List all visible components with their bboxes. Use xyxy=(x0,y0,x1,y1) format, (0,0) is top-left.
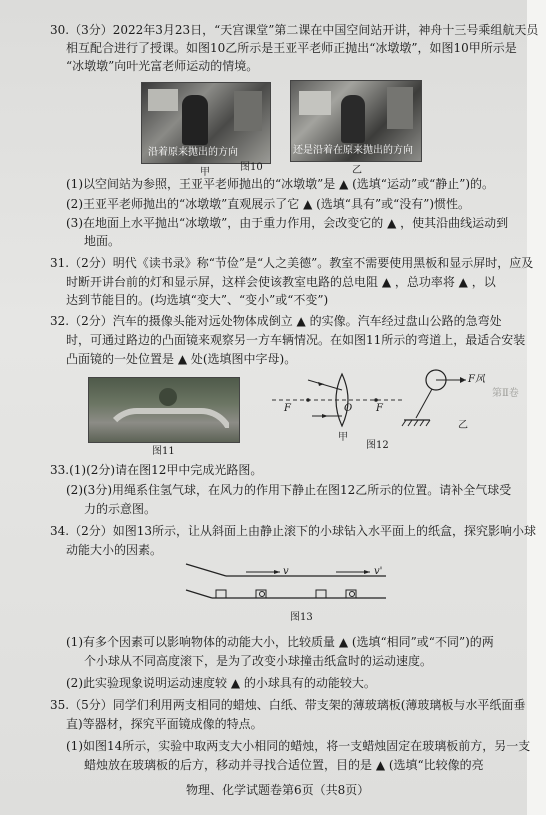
q33-line-3: 力的示意图。 xyxy=(84,502,157,516)
q31-line-1: 31.（2分）明代《读书录》称“节俭”是“人之美德”。教室不需要使用黑板和显示屏时，应及 xyxy=(50,256,534,270)
figure-10-photo-yi xyxy=(290,80,422,162)
q32-line-1: 32.（2分）汽车的摄像头能对远处物体成倒立 ▲ 的实像。汽车经过盘山公路的急弯处 xyxy=(50,314,502,328)
q30-part-2: (2)王亚平老师抛出的“冰墩墩”直观展示了它 ▲ (选填“具有”或“没有”)惯性。 xyxy=(66,197,471,211)
q35-part-1a: (1)如图14所示，实验中取两支大小相同的蜡烛，将一支蜡烛固定在玻璃板前方，另一支 xyxy=(66,739,531,753)
figure-13-label: 图13 xyxy=(290,612,313,623)
figure-11-label: 图11 xyxy=(152,446,175,457)
q30-line-1: 30.（3分）2022年3月23日，“天宫课堂”第二课在中国空间站开讲，神舟十三号乘组航天员 xyxy=(50,23,539,37)
figure-10-caption-jia: 甲 xyxy=(200,167,210,178)
q33-line-1: 33.(1)(2分)请在图12甲中完成光路图。 xyxy=(50,463,263,477)
q34-part-1a: (1)有多个因素可以影响物体的动能大小，比较质量 ▲ (选填“相同”或“不同”)的两 xyxy=(66,635,494,649)
page-footer: 物理、化学试题卷第6页（共8页） xyxy=(186,783,370,797)
q30-line-2: 相互配合进行了授课。如图10乙所示是王亚平老师正抛出“冰墩墩”，如图10甲所示是 xyxy=(66,41,517,55)
q35-line-2: 直)等器材，探究平面镜成像的特点。 xyxy=(66,717,263,731)
figure-10-label: 图10 xyxy=(240,162,263,173)
q32-line-3: 凸面镜的一处位置是 ▲ 处(选填图中字母)。 xyxy=(66,352,297,366)
velocity-label-v-prime: v' xyxy=(374,566,383,577)
figure-10-subtitle-right: 还是沿着在原来抛出的方向 xyxy=(293,145,413,156)
q34-line-1: 34.（2分）如图13所示，让从斜面上由静止滚下的小球钻入水平面上的纸盒，探究影响小球 xyxy=(50,524,536,538)
figure-11-photo xyxy=(88,377,240,443)
q34-part-1b: 个小球从不同高度滚下，是为了改变小球撞击纸盒时的运动速度。 xyxy=(84,654,433,668)
q35-part-1b: 蜡烛放在玻璃板的后方，移动并寻找合适位置，目的是 ▲ (选填“比较像的亮 xyxy=(84,758,484,772)
figure-12-caption-jia: 甲 xyxy=(338,432,348,443)
optical-center-label: O xyxy=(344,403,353,414)
q33-line-2: (2)(3分)用绳系住氢气球，在风力的作用下静止在图12乙所示的位置。请补全气球受 xyxy=(66,483,512,497)
focal-point-right-label: F xyxy=(376,403,383,414)
q34-line-2: 动能大小的因素。 xyxy=(66,543,163,557)
q35-line-1: 35.（5分）同学们利用两支相同的蜡烛、白纸、带支架的薄玻璃板(薄玻璃板与水平纸面垂 xyxy=(50,698,526,712)
wind-force-label: F风 xyxy=(468,374,485,385)
q30-line-3: “冰墩墩”向叶光富老师运动的情境。 xyxy=(66,59,259,73)
q34-part-2: (2)此实验现象说明运动速度较 ▲ 的小球具有的动能较大。 xyxy=(66,676,376,690)
q30-part-3b: 地面。 xyxy=(84,234,121,248)
q32-line-2: 时，可通过路边的凸面镜来观察另一方车辆情况。在如图11所示的弯道上，最适合安装 xyxy=(66,333,526,347)
figure-10-caption-yi: 乙 xyxy=(352,165,362,176)
focal-point-left-label: F xyxy=(284,403,291,414)
figure-10-photo-jia xyxy=(141,82,271,164)
figure-12-label: 图12 xyxy=(366,440,389,451)
q30-part-1: (1)以空间站为参照，王亚平老师抛出的“冰墩墩”是 ▲ (选填“运动”或“静止”)的。 xyxy=(66,177,495,191)
figure-12-caption-yi: 乙 xyxy=(458,420,468,431)
q31-line-3: 达到节能目的。(均选填“变大”、“变小”或“不变”) xyxy=(66,293,329,307)
q31-line-2: 时断开讲台前的灯和显示屏，这样会使该教室电路的总电阻 ▲ ，总功率将 ▲ ，以 xyxy=(66,275,496,289)
velocity-label-v: v xyxy=(283,566,289,577)
q30-part-3a: (3)在地面上水平抛出“冰墩墩”，由于重力作用，会改变它的 ▲ ，使其沿曲线运动到 xyxy=(66,216,509,230)
page-edge xyxy=(527,0,546,815)
figure-10-subtitle-left: 沿着原来抛出的方向 xyxy=(148,147,238,158)
bleed-through-text: 第Ⅱ卷 xyxy=(492,388,519,399)
